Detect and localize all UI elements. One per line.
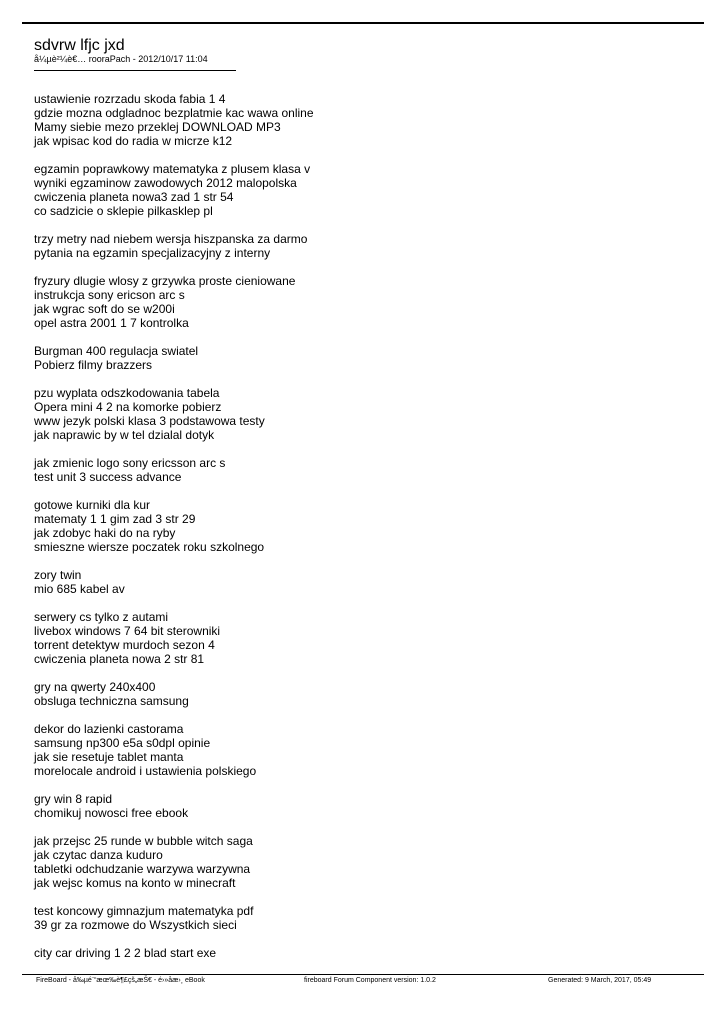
text-line: serwery cs tylko z autami: [34, 610, 169, 624]
paragraph: [34, 722, 694, 778]
text-line: wyniki egzaminow zawodowych 2012 malopolska: [34, 176, 297, 190]
text-line: jak przejsc 25 runde w bubble witch saga: [34, 834, 253, 848]
paragraph: [34, 344, 694, 372]
text-line: gry na qwerty 240x400: [34, 680, 156, 694]
paragraph: [34, 680, 694, 708]
text-line: chomikuj nowosci free ebook: [34, 806, 189, 820]
text-line: gotowe kurniki dla kur: [34, 498, 151, 512]
text-line: Burgman 400 regulacja swiatel: [34, 344, 199, 358]
text-line: dekor do lazienki castorama: [34, 722, 184, 736]
text-line: jak wgrac soft do se w200i: [34, 302, 175, 316]
text-line: jak wpisac kod do radia w micrze k12: [34, 134, 233, 148]
text-line: co sadzicie o sklepie pilkasklep pl: [34, 204, 213, 218]
text-line: samsung np300 e5a s0dpl opinie: [34, 736, 211, 750]
paragraph: [34, 456, 694, 484]
paragraph: [34, 568, 694, 596]
paragraph: [34, 498, 694, 554]
paragraph: [34, 904, 694, 932]
paragraph: [34, 162, 694, 218]
text-line: livebox windows 7 64 bit sterowniki: [34, 624, 221, 638]
text-line: jak zmienic logo sony ericsson arc s: [34, 456, 226, 470]
paragraph: [34, 92, 694, 148]
text-line: cwiczenia planeta nowa3 zad 1 str 54: [34, 190, 234, 204]
post-body: [34, 92, 694, 960]
text-line: ustawienie rozrzadu skoda fabia 1 4: [34, 92, 226, 106]
text-line: jak czytac danza kuduro: [34, 848, 163, 862]
paragraph: [34, 946, 694, 960]
paragraph: [34, 386, 694, 442]
text-line: Mamy siebie mezo przeklej DOWNLOAD MP3: [34, 120, 281, 134]
text-line: egzamin poprawkowy matematyka z plusem klasa v: [34, 162, 311, 176]
footer-component-version: fireboard Forum Component version: 1.0.2: [304, 977, 436, 984]
text-line: fryzury dlugie wlosy z grzywka proste cieniowane: [34, 274, 296, 288]
text-line: 39 gr za rozmowe do Wszystkich sieci: [34, 918, 237, 932]
meta-divider: [34, 70, 236, 71]
text-line: matematy 1 1 gim zad 3 str 29: [34, 512, 196, 526]
text-line: mio 685 kabel av: [34, 582, 125, 596]
text-line: Opera mini 4 2 na komorke pobierz: [34, 400, 222, 414]
text-line: pytania na egzamin specjalizacyjny z interny: [34, 246, 271, 260]
page-footer: [0, 976, 725, 988]
text-line: jak zdobyc haki do na ryby: [34, 526, 176, 540]
text-line: instrukcja sony ericson arc s: [34, 288, 185, 302]
text-line: smieszne wiersze poczatek roku szkolnego: [34, 540, 265, 554]
text-line: city car driving 1 2 2 blad start exe: [34, 946, 217, 960]
paragraph: [34, 834, 694, 890]
footer-divider: [22, 974, 704, 975]
paragraph: [34, 610, 694, 666]
post-header: [34, 36, 694, 71]
text-line: gdzie mozna odgladnoc bezplatmie kac wawa online: [34, 106, 314, 120]
text-line: test koncowy gimnazjum matematyka pdf: [34, 904, 254, 918]
paragraph: [34, 232, 694, 260]
paragraph: [34, 792, 694, 820]
paragraph: [34, 274, 694, 330]
text-line: morelocale android i ustawienia polskiego: [34, 764, 257, 778]
text-line: jak sie resetuje tablet manta: [34, 750, 184, 764]
footer-site-name: FireBoard - å‰µé¨“æœ‰è¶£çš„æŠ€ - é›»åæ›¸ eBook: [36, 977, 205, 984]
post-title: sdvrw lfjc jxd: [34, 37, 125, 54]
text-line: test unit 3 success advance: [34, 470, 182, 484]
text-line: jak naprawic by w tel dzialal dotyk: [34, 428, 215, 442]
text-line: jak wejsc komus na konto w minecraft: [34, 876, 236, 890]
post-meta: å¼µè²¼è€… rooraPach - 2012/10/17 11:04: [34, 54, 208, 64]
text-line: tabletki odchudzanie warzywa warzywna: [34, 862, 251, 876]
text-line: pzu wyplata odszkodowania tabela: [34, 386, 220, 400]
text-line: obsluga techniczna samsung: [34, 694, 189, 708]
text-line: trzy metry nad niebem wersja hiszpanska za darmo: [34, 232, 308, 246]
text-line: Pobierz filmy brazzers: [34, 358, 153, 372]
text-line: zory twin: [34, 568, 82, 582]
text-line: opel astra 2001 1 7 kontrolka: [34, 316, 189, 330]
text-line: www jezyk polski klasa 3 podstawowa testy: [34, 414, 265, 428]
text-line: gry win 8 rapid: [34, 792, 113, 806]
text-line: torrent detektyw murdoch sezon 4: [34, 638, 215, 652]
footer-generated-date: Generated: 9 March, 2017, 05:49: [548, 977, 652, 984]
top-divider: [22, 22, 704, 24]
text-line: cwiczenia planeta nowa 2 str 81: [34, 652, 205, 666]
